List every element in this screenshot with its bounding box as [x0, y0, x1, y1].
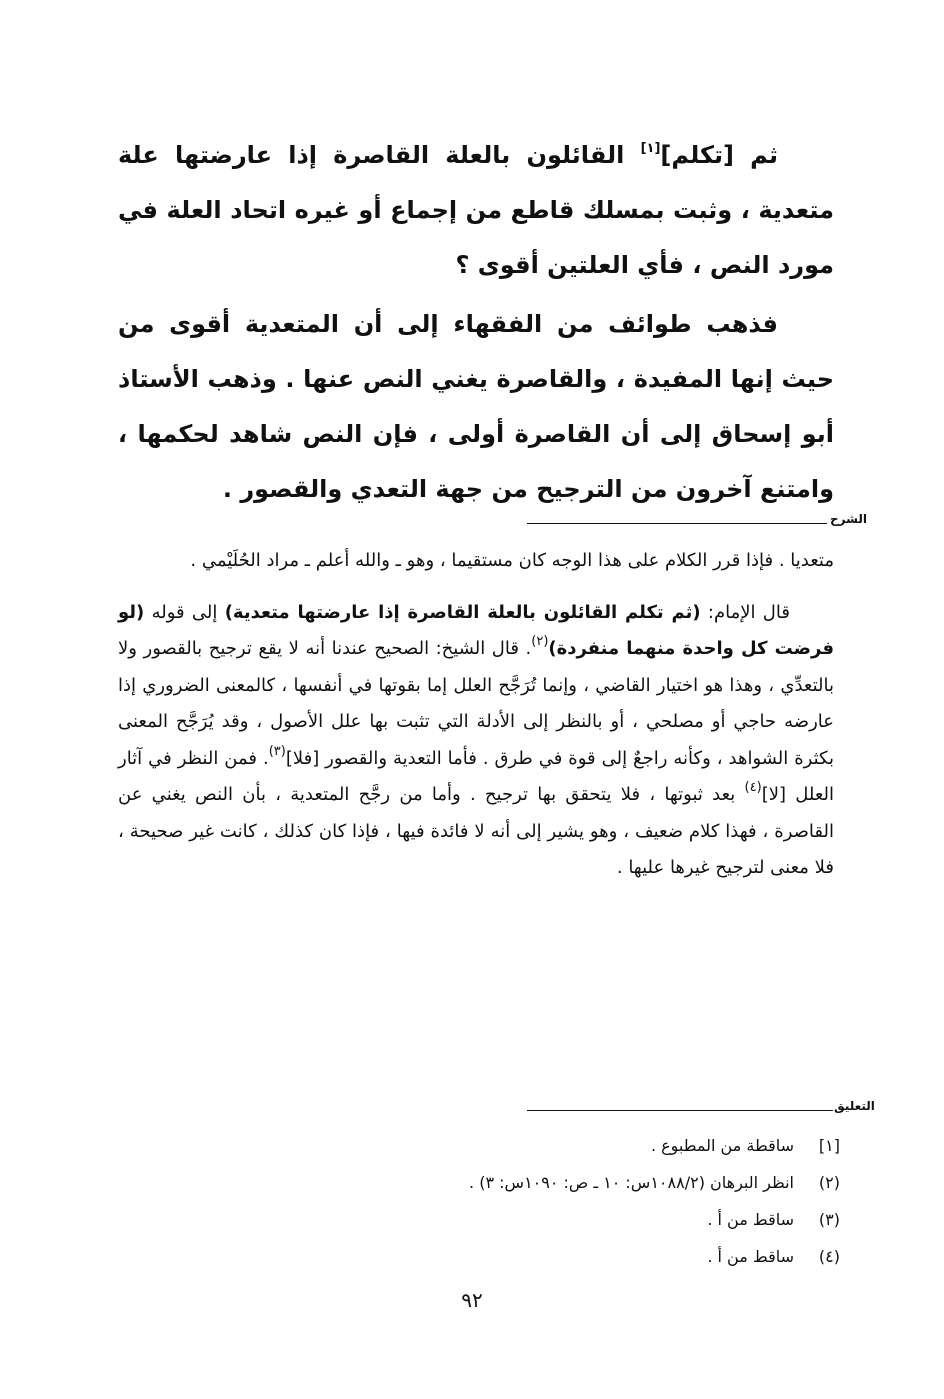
footnote-text: ساقطة من المطبوع . — [650, 1136, 794, 1155]
commentary-body-a: . قال الشيخ: الصحيح عندنا أنه لا يقع ترجيح بالقصور ولا بالتعدِّي ، وهذا هو اختيار القاضي ، وإنما تُرَجَّح العلل إما بقوتها في أنفسها ، كالمعنى الضروري إذا عارضه حاجي أو مصلحي ، أو بالنظر إلى الأدلة التي تثبت بها علل الأصول ، وقد يُرَجَّح المعنى بكثرة الشواهد ، وكأنه راجعٌ إلى قوة في طرق . فأما التعدية والقصور [فلا] — [118, 638, 834, 769]
footnote-item — [200, 1238, 840, 1275]
main-text-question: القائلون بالعلة القاصرة إذا عارضتها علة متعدية ، وثبت بمسلك قاطع من إجماع أو غيره اتحاد العلة في مورد النص ، فأي العلتين أقوى ؟ — [118, 141, 834, 279]
commentary-to: إلى قوله — [144, 601, 225, 623]
commentary-paragraph — [118, 595, 834, 887]
footnote-item — [200, 1127, 840, 1164]
page-number: ٩٢ — [461, 1288, 483, 1312]
main-text — [118, 128, 834, 517]
footnote-number: (٤) — [818, 1247, 840, 1266]
main-text-opening: ثم [تكلم] — [660, 141, 778, 169]
footnote-text: ساقط من أ . — [707, 1210, 794, 1229]
commentary-text — [118, 543, 834, 887]
footnote-ref-2: (٢) — [531, 634, 549, 649]
notes-divider-line — [527, 1110, 833, 1111]
footnote-text: انظر البرهان (١٠٨٨/٢س: ١٠ ـ ص: ١٠٩٠س: ٣) . — [469, 1173, 794, 1192]
footnote-ref-1: [١] — [640, 141, 661, 156]
footnote-number: (٢) — [818, 1173, 840, 1192]
commentary-continuation: متعديا . فإذا قرر الكلام على هذا الوجه كان مستقيما ، وهو ـ والله أعلم ـ مراد الحُلَيْمي . — [190, 550, 834, 571]
commentary-body-c: بعد ثبوتها ، فلا يتحقق بها ترجيح . وأما من رجَّح المتعدية ، بأن النص يغني عن القاصرة ، فهذا كلام ضعيف ، وهو يشير إلى أنه لا فائدة فيها ، فإذا كان كذلك ، كانت غير صحيحة ، فلا معنى لترجيح غيرها عليها . — [118, 784, 834, 878]
footnote-number: (٣) — [818, 1210, 840, 1229]
footnote-item — [200, 1201, 840, 1238]
sharh-label: الشرح — [830, 512, 867, 526]
footnote-ref-3: (٣) — [268, 743, 286, 759]
main-paragraph-2: فذهب طوائف من الفقهاء إلى أن المتعدية أقوى من حيث إنها المفيدة ، والقاصرة يغني النص عنها . وذهب الأستاذ أبو إسحاق إلى أن القاصرة أولى ، فإن النص شاهد لحكمها ، وامتنع آخرون من الترجيح من جهة التعدي والقصور . — [118, 310, 834, 503]
footnote-ref-4: (٤) — [744, 780, 762, 795]
notes-label: التعليق — [834, 1099, 875, 1113]
commentary-quote-2: (لو فرضت كل واحدة منهما منفردة) — [118, 601, 834, 659]
commentary-body-b: . فمن النظر في آثار العلل [لا] — [118, 747, 835, 805]
footnotes — [200, 1127, 840, 1275]
footnote-text: ساقط من أ . — [707, 1247, 794, 1266]
footnote-item — [200, 1164, 840, 1201]
main-paragraph-1 — [118, 128, 834, 293]
footnote-number: [١] — [818, 1136, 840, 1155]
sharh-divider-line — [527, 523, 827, 524]
commentary-intro: قال الإمام: — [700, 601, 790, 623]
commentary-quote-1: (ثم تكلم القائلون بالعلة القاصرة إذا عارضتها متعدية) — [224, 601, 701, 623]
